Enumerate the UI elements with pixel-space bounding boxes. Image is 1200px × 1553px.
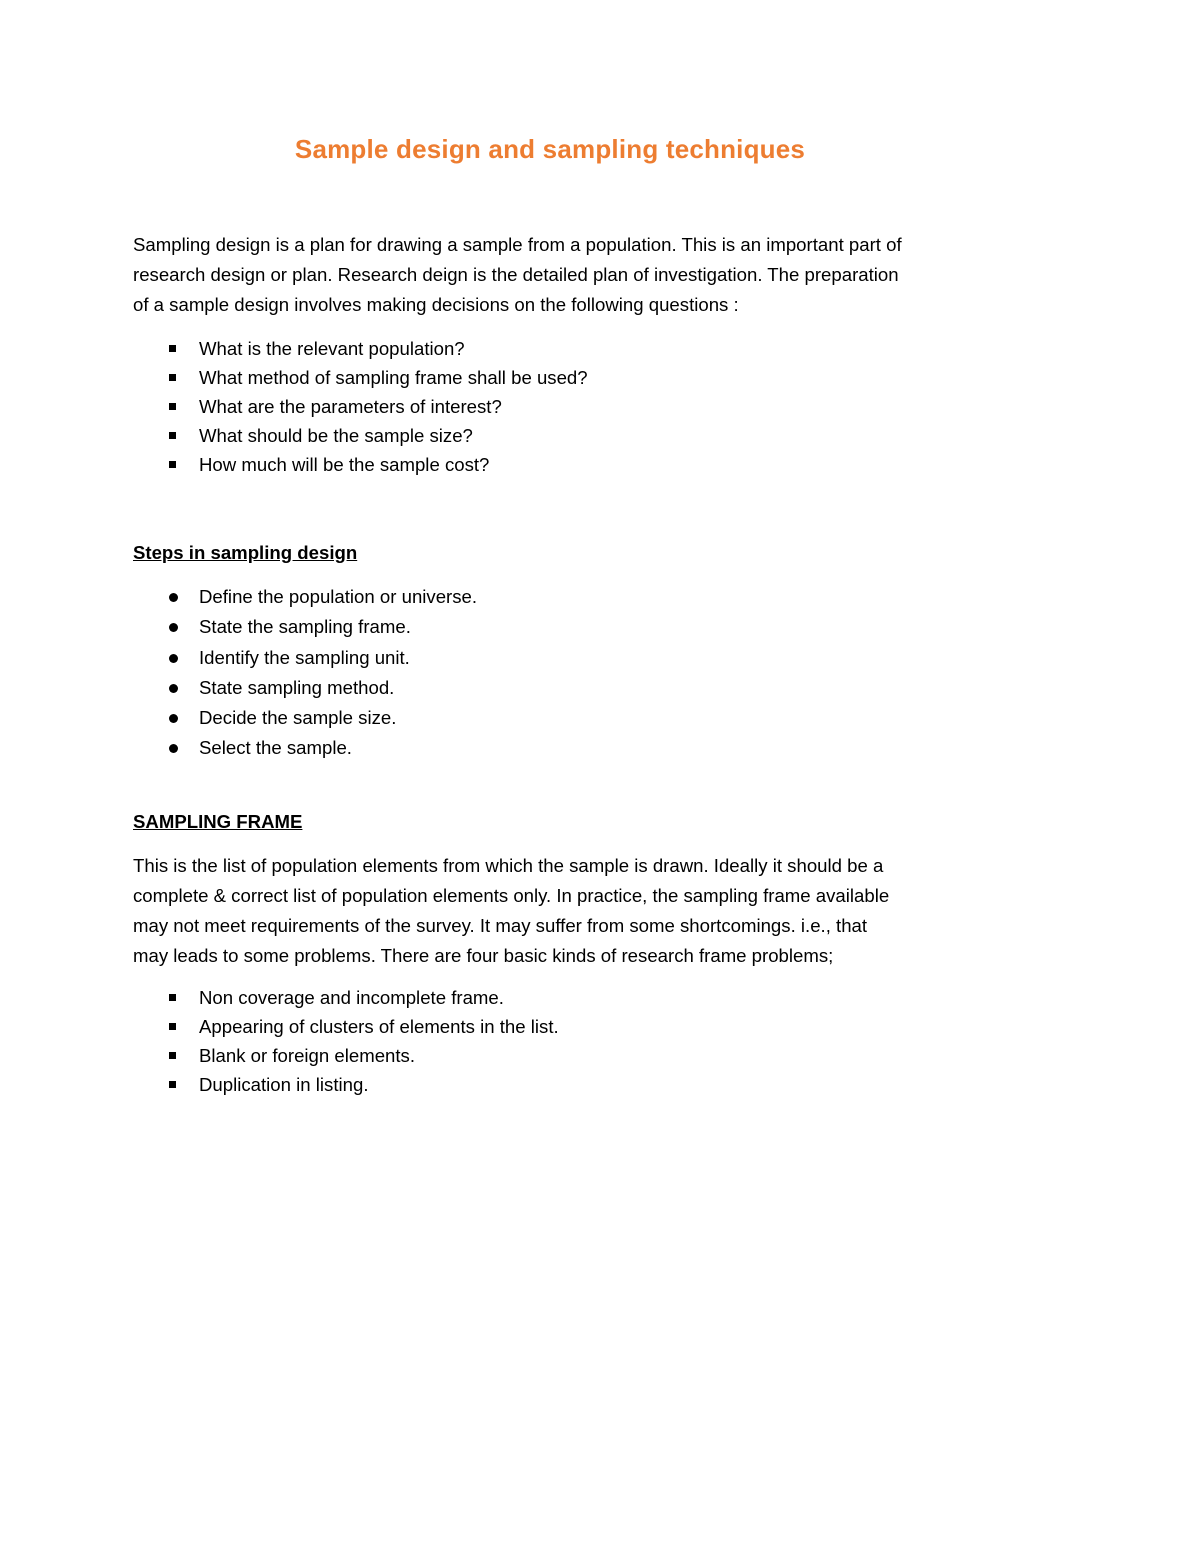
sampling-frame-paragraph bbox=[133, 851, 973, 971]
square-bullet-icon bbox=[169, 403, 176, 410]
list-item bbox=[133, 582, 973, 612]
frame-problems-list bbox=[133, 983, 973, 1099]
list-item bbox=[133, 703, 973, 733]
square-bullet-icon bbox=[169, 1081, 176, 1088]
questions-list bbox=[133, 334, 973, 479]
step-text: State sampling method. bbox=[199, 676, 395, 698]
problem-text: Non coverage and incomplete frame. bbox=[199, 987, 504, 1008]
problem-text: Blank or foreign elements. bbox=[199, 1045, 416, 1066]
intro-line: of a sample design involves making decisions on the following questions : bbox=[133, 294, 739, 315]
step-text: Identify the sampling unit. bbox=[199, 646, 410, 668]
round-bullet-icon bbox=[169, 654, 178, 663]
list-item bbox=[133, 673, 973, 703]
step-text: State the sampling frame. bbox=[199, 616, 411, 638]
frame-line: complete & correct list of population elements only. In practice, the sampling frame available bbox=[133, 885, 890, 906]
frame-line: This is the list of population elements from which the sample is drawn. Ideally it should be a bbox=[133, 855, 884, 876]
document-title: Sample design and sampling techniques bbox=[294, 134, 806, 164]
step-text: Select the sample. bbox=[199, 737, 352, 759]
list-item bbox=[133, 1041, 973, 1070]
list-item bbox=[133, 1012, 973, 1041]
step-text: Decide the sample size. bbox=[199, 707, 397, 729]
question-text: What should be the sample size? bbox=[199, 425, 473, 446]
square-bullet-icon bbox=[169, 994, 176, 1001]
intro-line: Sampling design is a plan for drawing a sample from a population. This is an important part of bbox=[133, 234, 902, 255]
round-bullet-icon bbox=[169, 744, 178, 753]
problem-text: Appearing of clusters of elements in the list. bbox=[199, 1016, 559, 1037]
list-item bbox=[133, 733, 973, 763]
list-item bbox=[133, 612, 973, 642]
square-bullet-icon bbox=[169, 345, 176, 352]
sampling-frame-heading: SAMPLING FRAME bbox=[133, 811, 303, 832]
square-bullet-icon bbox=[169, 461, 176, 468]
question-text: What is the relevant population? bbox=[199, 338, 465, 359]
square-bullet-icon bbox=[169, 1023, 176, 1030]
round-bullet-icon bbox=[169, 623, 178, 632]
question-text: How much will be the sample cost? bbox=[199, 454, 490, 475]
step-text: Define the population or universe. bbox=[199, 586, 478, 607]
square-bullet-icon bbox=[169, 1052, 176, 1059]
frame-line: may leads to some problems. There are four basic kinds of research frame problems; bbox=[133, 945, 834, 966]
frame-line: may not meet requirements of the survey. It may suffer from some shortcomings. i.e., that bbox=[133, 915, 868, 936]
round-bullet-icon bbox=[169, 593, 178, 602]
round-bullet-icon bbox=[169, 684, 178, 693]
steps-heading: Steps in sampling design bbox=[133, 542, 358, 563]
question-text: What are the parameters of interest? bbox=[199, 396, 502, 417]
list-item bbox=[133, 363, 973, 392]
list-item bbox=[133, 392, 973, 421]
square-bullet-icon bbox=[169, 374, 176, 381]
problem-text: Duplication in listing. bbox=[199, 1074, 369, 1095]
list-item bbox=[133, 421, 973, 450]
intro-paragraph bbox=[133, 230, 973, 320]
list-item bbox=[133, 1070, 973, 1099]
list-item bbox=[133, 450, 973, 479]
list-item bbox=[133, 334, 973, 363]
question-text: What method of sampling frame shall be used? bbox=[199, 367, 588, 388]
round-bullet-icon bbox=[169, 714, 178, 723]
list-item bbox=[133, 643, 973, 673]
list-item bbox=[133, 983, 973, 1012]
steps-list bbox=[133, 582, 973, 764]
intro-line: research design or plan. Research deign is the detailed plan of investigation. The preparation bbox=[133, 264, 899, 285]
square-bullet-icon bbox=[169, 432, 176, 439]
